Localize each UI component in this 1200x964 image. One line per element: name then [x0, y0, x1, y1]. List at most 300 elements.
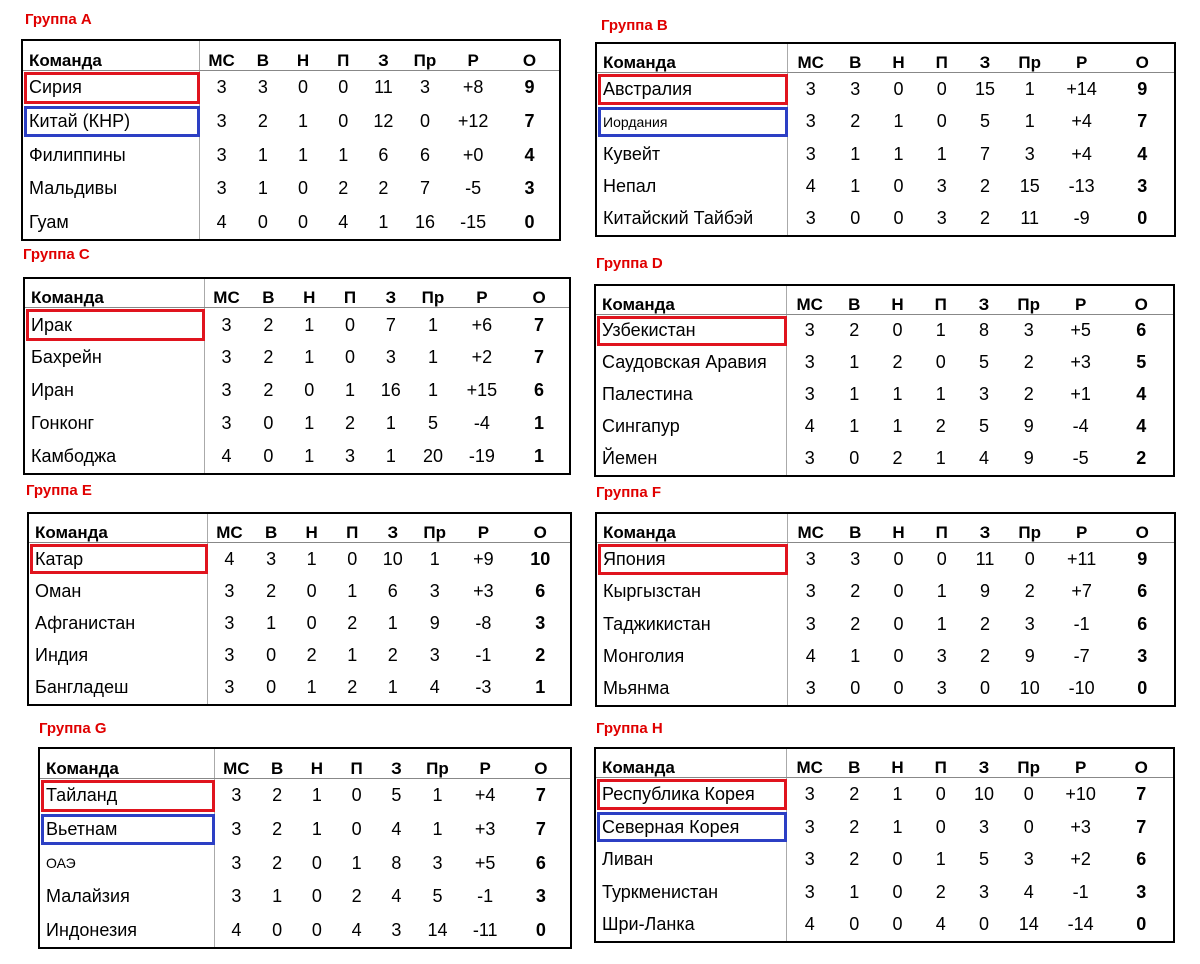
team-name: Филиппины — [23, 138, 200, 172]
cell-ga: 1 — [1024, 78, 1035, 99]
cell-ga: 10 — [1019, 678, 1040, 699]
standings-table — [25, 279, 569, 473]
cell-w: 1 — [850, 143, 861, 164]
cell-gd: +4 — [474, 785, 496, 806]
cell-gd: +5 — [474, 852, 496, 873]
group-c-table — [23, 277, 571, 475]
header-row — [40, 749, 570, 779]
table-row — [596, 843, 1173, 876]
cell-w: 0 — [272, 919, 283, 940]
cell-ms: 4 — [804, 416, 815, 437]
cell-pts: 6 — [1137, 613, 1148, 634]
column-header-pts: О — [510, 514, 570, 542]
team-name: Гуам — [23, 205, 200, 239]
group-f-table — [595, 512, 1176, 707]
cell-pts: 7 — [524, 111, 535, 132]
cell-gf: 3 — [979, 816, 990, 837]
cell-pts: 0 — [535, 919, 546, 940]
cell-gd: +7 — [1071, 581, 1092, 602]
cell-gd: -4 — [473, 413, 490, 434]
cell-w: 3 — [850, 548, 861, 569]
column-header-w: В — [257, 749, 297, 779]
cell-ga: 0 — [419, 111, 430, 132]
cell-ms: 3 — [224, 645, 235, 666]
cell-gd: +4 — [1071, 111, 1092, 132]
column-header-d: Н — [289, 279, 330, 308]
column-header-w: В — [833, 749, 876, 778]
cell-gf: 2 — [980, 208, 991, 229]
cell-pts: 0 — [1136, 914, 1147, 935]
cell-ms: 3 — [231, 886, 242, 907]
cell-gf: 1 — [387, 613, 398, 634]
team-name: Мьянма — [597, 673, 787, 705]
cell-ga: 20 — [422, 446, 443, 467]
team-name: Катар — [29, 542, 208, 575]
cell-ms: 3 — [216, 111, 227, 132]
cell-w: 0 — [850, 678, 861, 699]
cell-ga: 9 — [1024, 645, 1035, 666]
table-row — [596, 443, 1173, 475]
cell-ga: 3 — [1023, 320, 1034, 341]
cell-pts: 7 — [1137, 111, 1148, 132]
table-row — [23, 205, 559, 239]
cell-gf: 2 — [980, 175, 991, 196]
cell-d: 1 — [892, 416, 903, 437]
table-row — [23, 138, 559, 172]
cell-gd: -8 — [475, 613, 492, 634]
column-header-pts: О — [1110, 514, 1174, 542]
team-name: Индонезия — [40, 913, 215, 947]
team-name: Туркменистан — [596, 876, 786, 909]
cell-ms: 3 — [216, 77, 227, 98]
column-header-team: Команда — [596, 749, 786, 778]
cell-l: 1 — [351, 852, 362, 873]
cell-pts: 9 — [1137, 78, 1148, 99]
cell-d: 1 — [893, 143, 904, 164]
team-name: Республика Корея — [596, 778, 786, 811]
column-header-gf: З — [963, 44, 1006, 72]
column-header-pts: О — [512, 749, 570, 779]
cell-w: 1 — [257, 144, 268, 165]
cell-d: 0 — [306, 580, 317, 601]
column-header-d: Н — [876, 749, 919, 778]
cell-pts: 1 — [534, 446, 545, 467]
group-b-table — [595, 42, 1176, 237]
cell-ga: 5 — [427, 413, 438, 434]
cell-gf: 4 — [391, 819, 402, 840]
cell-w: 3 — [266, 548, 277, 569]
cell-w: 1 — [849, 352, 860, 373]
cell-ms: 3 — [231, 852, 242, 873]
standings-table — [597, 514, 1174, 705]
team-name: Сирия — [23, 71, 200, 105]
group-f-label: Группа F — [596, 484, 662, 501]
cell-pts: 7 — [534, 314, 545, 335]
cell-d: 1 — [311, 785, 322, 806]
cell-w: 1 — [266, 613, 277, 634]
table-row — [597, 138, 1174, 170]
team-name: Австралия — [597, 72, 787, 105]
cell-ga: 0 — [1023, 816, 1034, 837]
cell-ga: 1 — [427, 314, 438, 335]
cell-gf: 3 — [385, 347, 396, 368]
table-row — [25, 407, 569, 440]
standings-table — [23, 41, 559, 239]
group-h-label: Группа H — [596, 720, 663, 737]
cell-gf: 4 — [979, 448, 990, 469]
column-header-l: П — [920, 44, 963, 72]
cell-ga: 5 — [432, 886, 443, 907]
table-row — [29, 607, 570, 639]
cell-ga: 3 — [432, 852, 443, 873]
cell-pts: 3 — [535, 886, 546, 907]
cell-d: 1 — [304, 347, 315, 368]
cell-d: 2 — [892, 448, 903, 469]
cell-w: 0 — [849, 448, 860, 469]
column-header-gf: З — [373, 514, 414, 542]
cell-ga: 4 — [429, 677, 440, 698]
table-row — [596, 778, 1173, 811]
cell-pts: 0 — [1137, 678, 1148, 699]
team-name: Вьетнам — [40, 813, 215, 847]
column-header-w: В — [833, 286, 876, 314]
standings-table — [597, 44, 1174, 235]
cell-w: 0 — [266, 645, 277, 666]
cell-l: 0 — [935, 784, 946, 805]
cell-ga: 9 — [1023, 448, 1034, 469]
cell-pts: 7 — [1136, 784, 1147, 805]
column-header-d: Н — [297, 749, 337, 779]
cell-d: 0 — [893, 175, 904, 196]
cell-gf: 11 — [975, 548, 995, 569]
column-header-gf: З — [370, 279, 411, 308]
cell-ms: 3 — [221, 347, 232, 368]
cell-ga: 4 — [1023, 881, 1034, 902]
group-g-label: Группа G — [39, 720, 107, 737]
cell-gf: 0 — [980, 678, 991, 699]
cell-ms: 3 — [805, 208, 816, 229]
cell-ga: 3 — [1024, 613, 1035, 634]
cell-l: 1 — [935, 448, 946, 469]
cell-gf: 8 — [391, 852, 402, 873]
column-header-ms: МС — [200, 41, 243, 71]
cell-gf: 1 — [378, 211, 389, 232]
cell-d: 0 — [311, 919, 322, 940]
cell-gd: -5 — [1072, 448, 1089, 469]
cell-gf: 9 — [980, 581, 991, 602]
table-row — [40, 846, 570, 880]
table-row — [596, 314, 1173, 347]
cell-ms: 3 — [805, 678, 816, 699]
cell-w: 2 — [850, 581, 861, 602]
cell-gd: -5 — [465, 178, 482, 199]
cell-gd: +2 — [471, 347, 493, 368]
column-header-ms: МС — [787, 44, 833, 72]
column-header-ga: Пр — [416, 749, 458, 779]
column-header-gf: З — [963, 514, 1006, 542]
table-row — [597, 72, 1174, 105]
cell-ms: 3 — [231, 819, 242, 840]
cell-w: 2 — [266, 580, 277, 601]
cell-pts: 6 — [1136, 320, 1147, 341]
cell-l: 1 — [935, 320, 946, 341]
standings-table — [596, 749, 1173, 941]
cell-d: 0 — [893, 208, 904, 229]
cell-l: 0 — [935, 352, 946, 373]
table-row — [597, 106, 1174, 138]
cell-gd: +11 — [1067, 548, 1097, 569]
column-header-l: П — [920, 514, 963, 542]
header-row — [29, 514, 570, 542]
cell-gd: -1 — [1072, 881, 1089, 902]
column-header-ga: Пр — [413, 514, 456, 542]
cell-gd: -1 — [1073, 613, 1090, 634]
cell-pts: 5 — [1136, 352, 1147, 373]
column-header-gd: Р — [456, 514, 510, 542]
cell-ga: 1 — [427, 347, 438, 368]
cell-d: 0 — [893, 613, 904, 634]
cell-pts: 7 — [535, 819, 546, 840]
cell-ms: 3 — [805, 143, 816, 164]
cell-ga: 14 — [427, 919, 448, 940]
team-name: Саудовская Аравия — [596, 347, 786, 379]
cell-gd: -19 — [468, 446, 495, 467]
cell-gd: -4 — [1072, 416, 1089, 437]
cell-l: 1 — [347, 580, 358, 601]
cell-ms: 4 — [805, 175, 816, 196]
team-name: Палестина — [596, 379, 786, 411]
team-name: Кувейт — [597, 138, 787, 170]
cell-w: 1 — [849, 416, 860, 437]
cell-gf: 10 — [382, 548, 403, 569]
cell-d: 0 — [893, 678, 904, 699]
column-header-d: Н — [291, 514, 332, 542]
cell-d: 0 — [298, 178, 309, 199]
cell-gf: 3 — [979, 881, 990, 902]
cell-ms: 3 — [804, 816, 815, 837]
cell-ms: 3 — [221, 413, 232, 434]
cell-l: 0 — [351, 819, 362, 840]
cell-ms: 3 — [805, 548, 816, 569]
cell-gf: 3 — [391, 919, 402, 940]
cell-d: 0 — [311, 852, 322, 873]
cell-d: 2 — [306, 645, 317, 666]
column-header-ga: Пр — [1007, 44, 1053, 72]
cell-gd: -9 — [1073, 208, 1090, 229]
cell-l: 2 — [935, 416, 946, 437]
cell-pts: 2 — [535, 645, 546, 666]
standings-table — [596, 286, 1173, 475]
cell-d: 1 — [304, 446, 315, 467]
team-name: Мальдивы — [23, 172, 200, 206]
cell-d: 1 — [298, 144, 309, 165]
cell-pts: 6 — [1137, 581, 1148, 602]
column-header-pts: О — [509, 279, 569, 308]
column-header-l: П — [337, 749, 377, 779]
column-header-team: Команда — [40, 749, 215, 779]
cell-ga: 7 — [419, 178, 430, 199]
cell-l: 0 — [936, 548, 947, 569]
cell-ga: 3 — [429, 580, 440, 601]
team-name: Гонконг — [25, 407, 205, 440]
cell-d: 0 — [311, 886, 322, 907]
cell-ga: 3 — [1024, 143, 1035, 164]
column-header-ga: Пр — [1007, 514, 1053, 542]
team-name: ОАЭ — [40, 846, 215, 880]
cell-gd: -11 — [472, 919, 498, 940]
cell-pts: 7 — [534, 347, 545, 368]
team-name: Китайский Тайбэй — [597, 203, 787, 235]
cell-l: 1 — [935, 849, 946, 870]
cell-pts: 1 — [535, 677, 546, 698]
cell-l: 0 — [338, 111, 349, 132]
cell-d: 0 — [306, 613, 317, 634]
cell-ms: 3 — [224, 613, 235, 634]
cell-l: 2 — [347, 613, 358, 634]
cell-gd: +5 — [1070, 320, 1091, 341]
group-a-label: Группа A — [25, 11, 92, 28]
column-header-gf: З — [962, 749, 1005, 778]
cell-w: 2 — [272, 852, 283, 873]
cell-w: 3 — [257, 77, 268, 98]
cell-w: 3 — [850, 78, 861, 99]
cell-pts: 10 — [530, 548, 551, 569]
cell-gf: 7 — [980, 143, 991, 164]
cell-w: 0 — [850, 208, 861, 229]
cell-gd: +15 — [466, 380, 498, 401]
cell-gd: +12 — [457, 111, 489, 132]
column-header-w: В — [251, 514, 292, 542]
cell-l: 1 — [936, 143, 947, 164]
cell-ga: 3 — [419, 77, 430, 98]
table-row — [25, 374, 569, 407]
cell-d: 1 — [892, 384, 903, 405]
cell-gd: -15 — [460, 211, 487, 232]
cell-gd: +1 — [1070, 384, 1091, 405]
cell-ga: 2 — [1024, 581, 1035, 602]
group-c-label: Группа C — [23, 246, 90, 263]
cell-l: 0 — [351, 785, 362, 806]
cell-gf: 2 — [387, 645, 398, 666]
cell-gd: +14 — [1066, 78, 1097, 99]
cell-ga: 15 — [1019, 175, 1040, 196]
cell-l: 3 — [936, 208, 947, 229]
column-header-w: В — [248, 279, 289, 308]
cell-ga: 6 — [419, 144, 430, 165]
cell-ms: 3 — [231, 785, 242, 806]
cell-gd: +3 — [1070, 352, 1091, 373]
team-name: Камбоджа — [25, 440, 205, 473]
cell-w: 0 — [849, 914, 860, 935]
cell-l: 0 — [345, 347, 356, 368]
table-row — [40, 779, 570, 813]
cell-ms: 3 — [224, 677, 235, 698]
cell-w: 1 — [257, 178, 268, 199]
cell-gf: 6 — [387, 580, 398, 601]
column-header-gf: З — [377, 749, 417, 779]
table-row — [25, 342, 569, 375]
column-header-gd: Р — [1052, 749, 1110, 778]
cell-w: 2 — [263, 314, 274, 335]
cell-ms: 3 — [805, 581, 816, 602]
cell-ms: 3 — [804, 881, 815, 902]
cell-d: 0 — [893, 548, 904, 569]
cell-gd: +0 — [462, 144, 484, 165]
cell-gf: 12 — [373, 111, 394, 132]
column-header-l: П — [332, 514, 373, 542]
cell-pts: 3 — [1136, 881, 1147, 902]
header-row — [23, 41, 559, 71]
cell-pts: 4 — [1137, 143, 1148, 164]
cell-pts: 4 — [524, 144, 535, 165]
cell-l: 4 — [338, 211, 349, 232]
cell-ga: 2 — [1023, 384, 1034, 405]
cell-d: 1 — [306, 677, 317, 698]
cell-ga: 1 — [429, 548, 440, 569]
group-a-table — [21, 39, 561, 241]
cell-pts: 9 — [1137, 548, 1148, 569]
cell-ms: 3 — [804, 784, 815, 805]
cell-ms: 3 — [804, 320, 815, 341]
cell-w: 2 — [272, 785, 283, 806]
cell-pts: 1 — [534, 413, 545, 434]
cell-pts: 9 — [524, 77, 535, 98]
column-header-w: В — [243, 41, 283, 71]
cell-gf: 5 — [979, 416, 990, 437]
cell-l: 4 — [351, 919, 362, 940]
team-name: Малайзия — [40, 880, 215, 914]
column-header-ga: Пр — [1006, 286, 1052, 314]
table-row — [597, 673, 1174, 705]
table-row — [25, 440, 569, 473]
cell-l: 2 — [338, 178, 349, 199]
cell-d: 0 — [893, 581, 904, 602]
cell-pts: 2 — [1136, 448, 1147, 469]
cell-gf: 8 — [979, 320, 990, 341]
team-name: Бангладеш — [29, 672, 208, 704]
column-header-gd: Р — [446, 41, 500, 71]
cell-w: 0 — [263, 413, 274, 434]
column-header-gd: Р — [1053, 514, 1111, 542]
cell-l: 3 — [936, 175, 947, 196]
cell-gf: 16 — [380, 380, 401, 401]
cell-w: 2 — [272, 819, 283, 840]
cell-w: 2 — [263, 347, 274, 368]
cell-gd: -10 — [1068, 678, 1095, 699]
cell-ms: 3 — [221, 314, 232, 335]
cell-gf: 15 — [974, 78, 996, 99]
cell-l: 2 — [351, 886, 362, 907]
cell-gf: 1 — [385, 446, 396, 467]
column-header-gd: Р — [1053, 44, 1111, 72]
column-header-pts: О — [1109, 749, 1173, 778]
cell-gf: 2 — [980, 645, 991, 666]
team-name: Монголия — [597, 640, 787, 672]
cell-gf: 5 — [979, 352, 990, 373]
column-header-w: В — [834, 44, 877, 72]
cell-l: 0 — [347, 548, 358, 569]
cell-ms: 3 — [805, 78, 816, 99]
team-name: Сингапур — [596, 411, 786, 443]
team-name: Индия — [29, 640, 208, 672]
column-header-team: Команда — [596, 286, 786, 314]
table-row — [40, 880, 570, 914]
column-header-d: Н — [283, 41, 323, 71]
cell-w: 0 — [257, 211, 268, 232]
cell-d: 1 — [892, 784, 903, 805]
team-name: Таджикистан — [597, 608, 787, 640]
cell-d: 1 — [304, 314, 315, 335]
